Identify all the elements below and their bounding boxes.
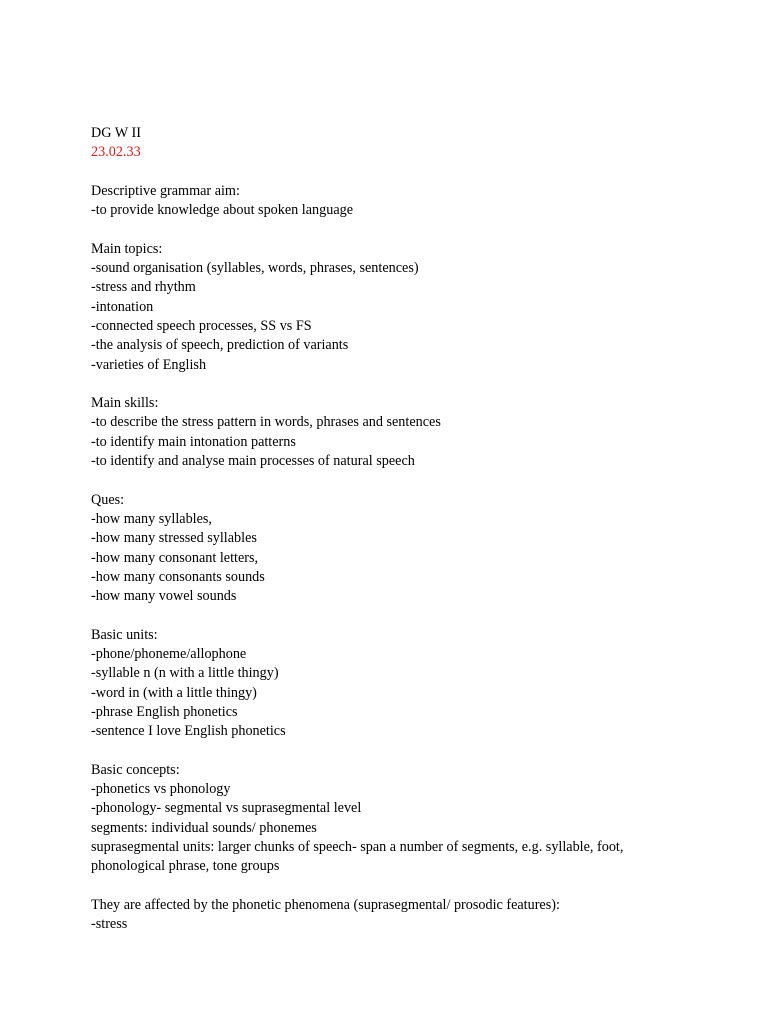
blank-line — [91, 877, 691, 896]
blank-line — [91, 220, 691, 239]
list-item: -phrase English phonetics — [91, 703, 238, 720]
section-basic-concepts — [91, 761, 691, 877]
list-item: -stress — [91, 916, 128, 933]
list-item: -intonation — [91, 298, 154, 315]
blank-line — [91, 742, 691, 761]
section-main-topics — [91, 240, 691, 375]
list-item: segments: individual sounds/ phonemes — [91, 819, 317, 836]
list-item: -word in (with a little thingy) — [91, 684, 257, 701]
list-item: -the analysis of speech, prediction of variants — [91, 337, 349, 354]
list-item: -to provide knowledge about spoken language — [91, 202, 354, 219]
list-item: -phone/phoneme/allophone — [91, 646, 247, 663]
list-item: -how many syllables, — [91, 510, 212, 527]
list-item: -phonology- segmental vs suprasegmental level — [91, 800, 362, 817]
section-main-skills — [91, 394, 691, 471]
list-item: -to describe the stress pattern in words, phrases and sentences — [91, 414, 441, 431]
list-item: -how many consonants sounds — [91, 568, 265, 585]
document-body — [91, 124, 691, 934]
list-item: -to identify and analyse main processes of natural speech — [91, 453, 415, 470]
list-item: -connected speech processes, SS vs FS — [91, 317, 312, 334]
list-item: -phonetics vs phonology — [91, 781, 231, 798]
document-date: 23.02.33 — [91, 144, 141, 161]
section-prosodic-features — [91, 896, 691, 935]
blank-line — [91, 163, 691, 182]
section-heading: Ques: — [91, 491, 125, 508]
blank-line — [91, 471, 691, 490]
section-heading: Basic concepts: — [91, 761, 180, 778]
list-item: -sound organisation (syllables, words, phrases, sentences) — [91, 260, 419, 277]
section-ques — [91, 491, 691, 607]
list-item: -how many consonant letters, — [91, 549, 259, 566]
list-item: -how many vowel sounds — [91, 588, 237, 605]
list-item: -syllable n (n with a little thingy) — [91, 665, 279, 682]
section-heading: Basic units: — [91, 626, 158, 643]
section-descriptive-grammar-aim — [91, 182, 691, 221]
list-item: -varieties of English — [91, 356, 207, 373]
blank-line — [91, 606, 691, 625]
section-heading: They are affected by the phonetic phenomena (suprasegmental/ prosodic features): — [91, 896, 560, 913]
document-title: DG W II — [91, 125, 141, 141]
list-item: -to identify main intonation patterns — [91, 433, 296, 450]
section-basic-units — [91, 626, 691, 742]
list-item: -stress and rhythm — [91, 279, 196, 296]
list-item: -sentence I love English phonetics — [91, 723, 286, 740]
list-item: -how many stressed syllables — [91, 530, 257, 547]
section-heading: Main skills: — [91, 395, 159, 412]
blank-line — [91, 375, 691, 394]
section-heading: Descriptive grammar aim: — [91, 182, 240, 199]
section-heading: Main topics: — [91, 240, 163, 257]
list-item: suprasegmental units: larger chunks of speech- span a number of segments, e.g. syllable, foot, phonological phrase, tone groups — [91, 838, 627, 875]
